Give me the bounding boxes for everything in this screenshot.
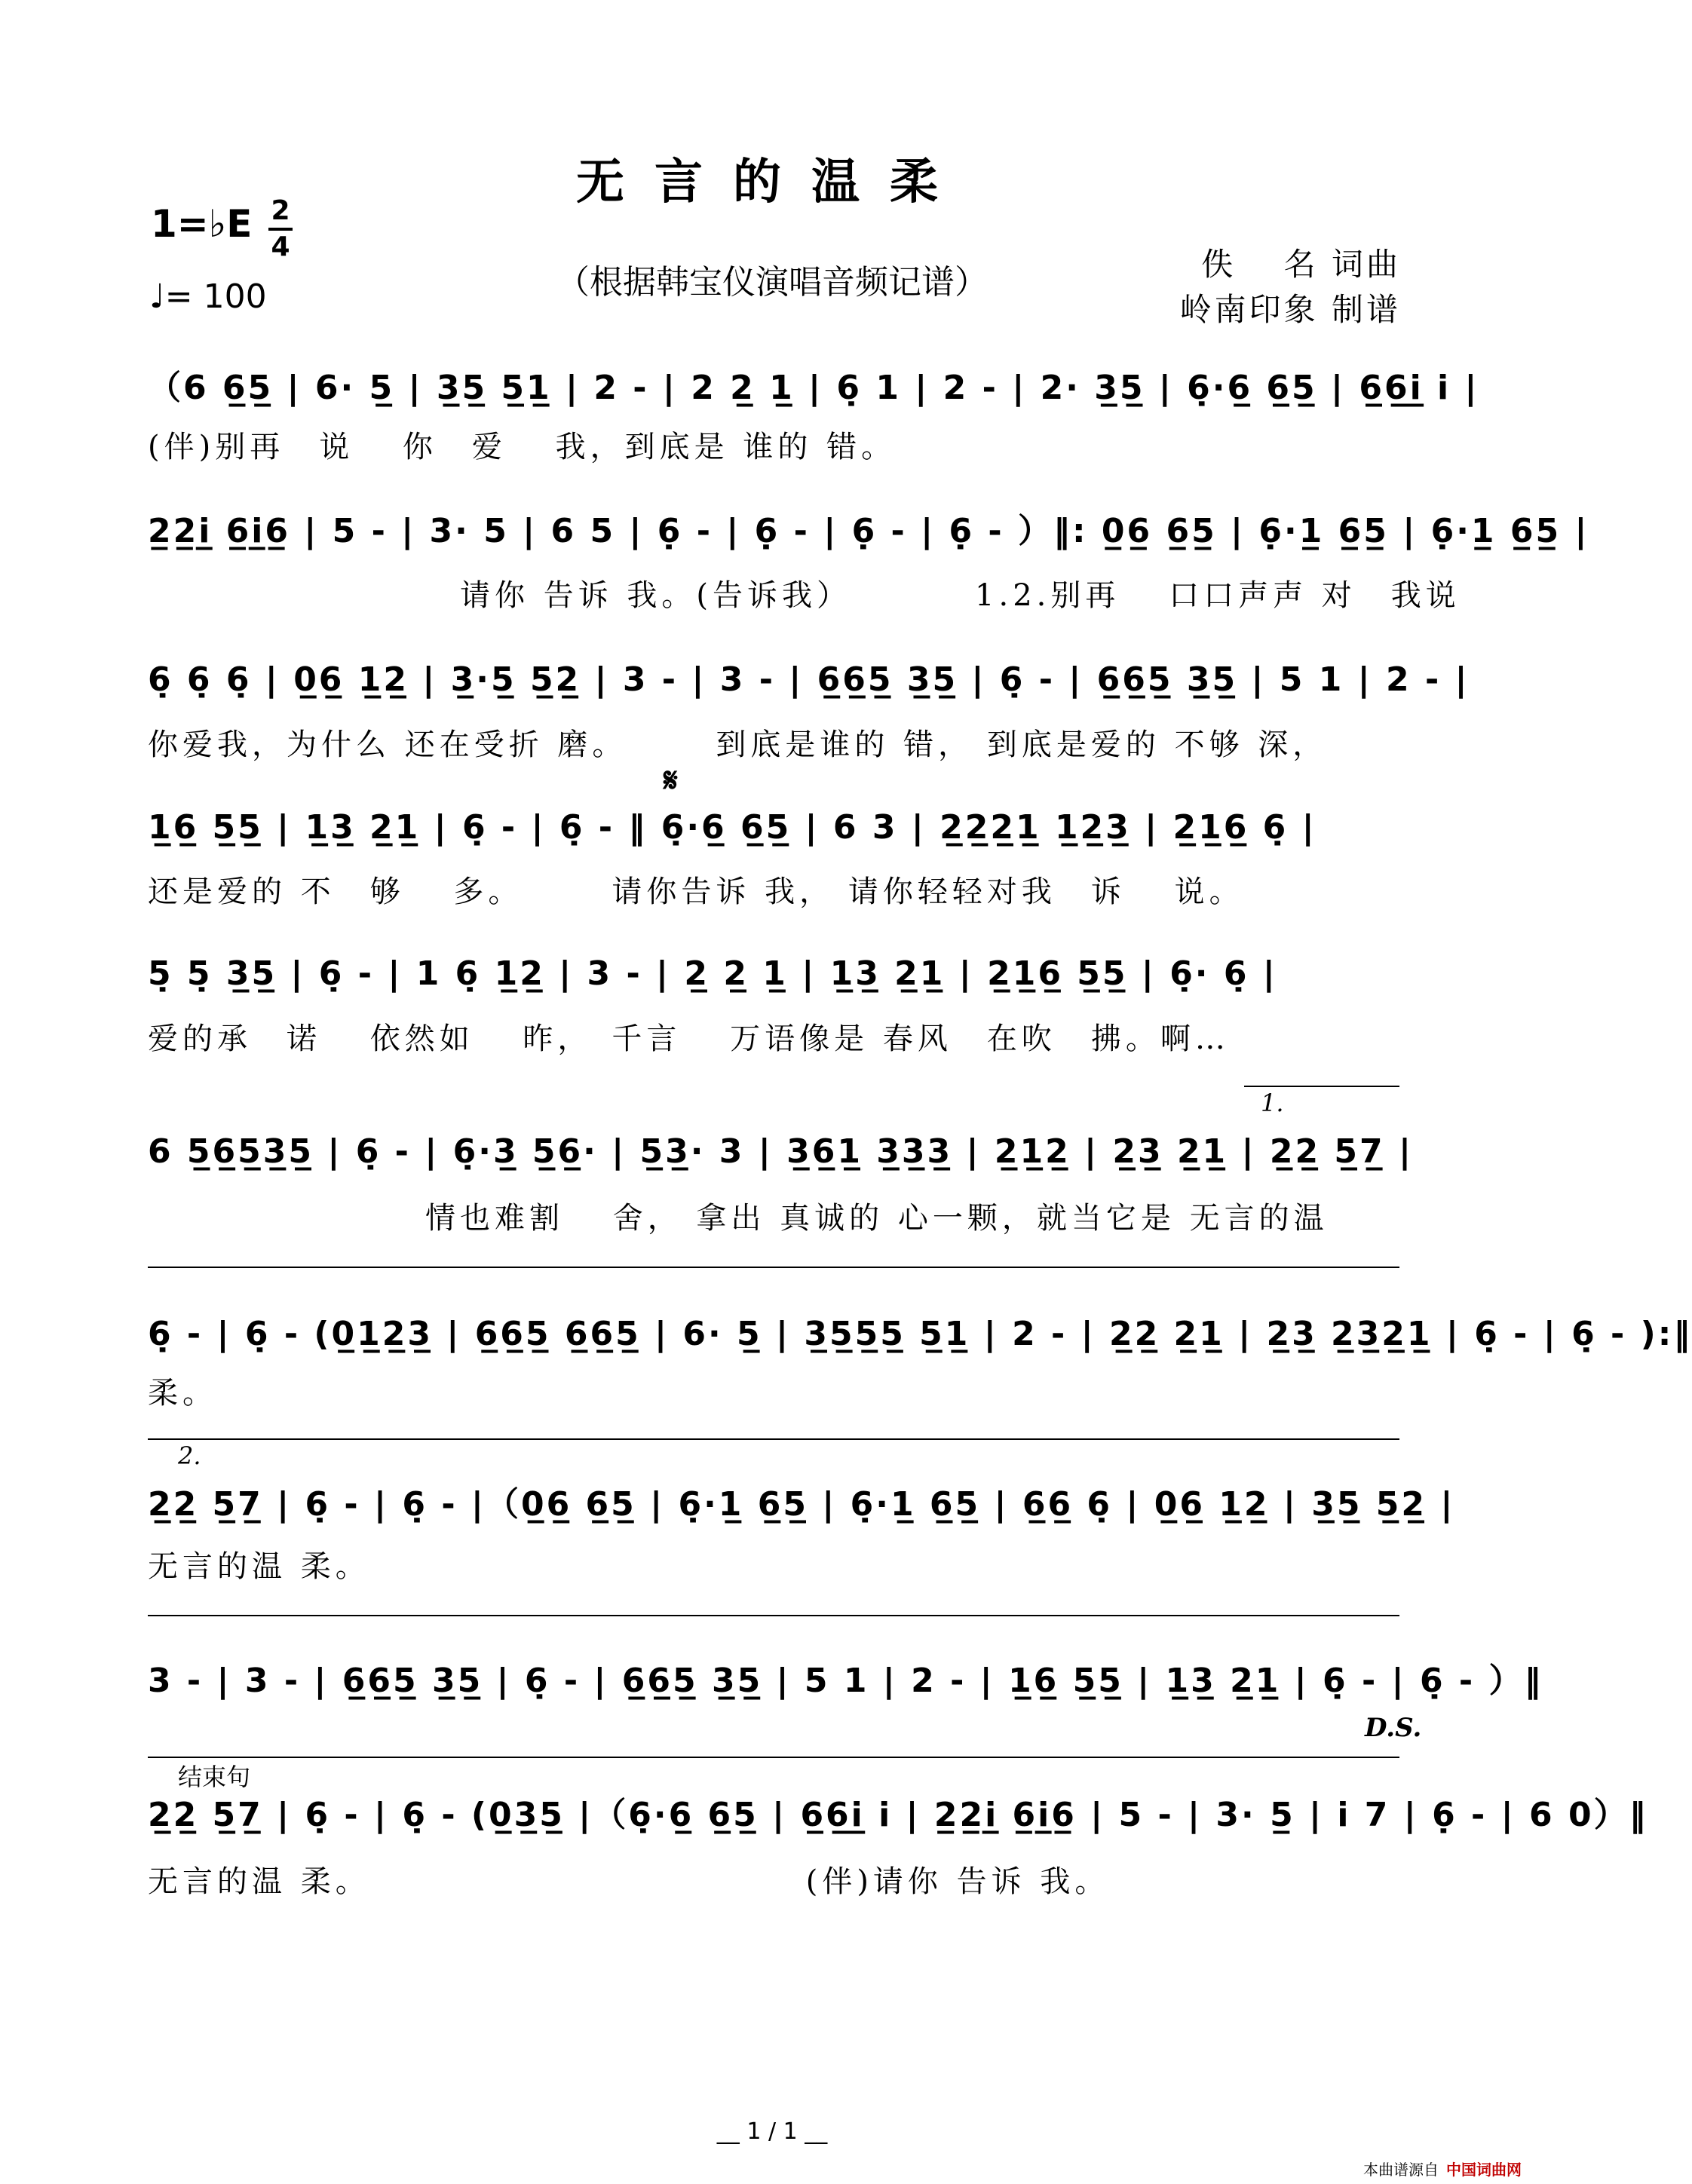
transcriber-credit: 岭南印象 制谱 — [1179, 291, 1401, 328]
time-signature-bottom: 4 — [271, 231, 290, 262]
notation-system-2: 2̲2̲i̲ 6̲i̲6̲ | 5 - | 3· 5 | 6 5 | 6̣ - | 6̣ - | 6̣ - | 6̣ - ）‖: 0̲6̲ 6̲5̲ | 6̣·1̲ 6̲5̲ | 6̣·1̲ 6̲5̲ | — [148, 512, 1589, 550]
notation-system-5: 5̣ 5̣ 3̲5̲ | 6̣ - | 1 6̣ 1̲2̲ | 3 - | 2̲ 2̲ 1̲ | 1̲3̲ 2̲1̲ | 2̲1̲6̲ 5̲5̲ | 6̣· 6̣ | — [148, 954, 1277, 993]
ending-bracket — [148, 1757, 1399, 1758]
notation-system-9: 3 - | 3 - | 6̲6̲5̲ 3̲5̲ | 6̣ - | 6̲6̲5̲ 3̲5̲ | 5 1 | 2 - | 1̲6̲ 5̲5̲ | 1̲3̲ 2̲1̲ | 6̣ - | 6̣ - ）‖ — [148, 1662, 1543, 1700]
page-number: __ 1 / 1 __ — [716, 2118, 828, 2145]
lyrics-line-7: 柔。 — [148, 1376, 217, 1411]
footer-brand-link[interactable]: 中国词曲网 — [1446, 2161, 1522, 2179]
lyrics-line-5: 爱的承 诺 依然如 昨， 千言 万语像是 春风 在吹 拂。啊… — [148, 1022, 1230, 1056]
ending-label: 结束句 — [178, 1763, 251, 1791]
lyrics-line-6: 情也难割 舍， 拿出 真诚的 心一颗，就当它是 无言的温 — [148, 1201, 1329, 1236]
key-signature: 1=♭E — [151, 202, 253, 246]
tempo-marking: ♩= 100 — [149, 277, 267, 316]
ds-marking: D.S. — [1365, 1713, 1422, 1743]
volta-1-bracket — [1244, 1086, 1399, 1087]
footer-source — [1363, 2158, 1522, 2179]
volta-1-label: 1. — [1261, 1089, 1284, 1117]
lyrics-line-4: 还是爱的 不 够 多。 请你告诉 我， 请你轻轻对我 诉 说。 — [148, 875, 1244, 909]
volta-2-label: 2. — [178, 1441, 201, 1470]
notation-system-7: 6̣ - | 6̣ - (0̲1̲2̲3̲ | 6̲6̲5̲ 6̲6̲5̲ | 6· 5̲ | 3̲5̲5̲5̲ 5̲1̲ | 2 - | 2̲2̲ 2̲1̲ | 2̲3̲ 2̲3̲2̲1̲ | 6̣ - | 6̣ - ):‖ — [148, 1315, 1692, 1353]
notation-system-1: （6 6̲5̲ | 6· 5̲ | 3̲5̲ 5̲1̲ | 2 - | 2 2̲ 1̲ | 6̣ 1 | 2 - | 2· 3̲5̲ | 6̣·6̲ 6̲5̲ | 6̲6̲i̲ i | — [148, 369, 1479, 407]
notation-system-4: 1̲6̲ 5̲5̲ | 1̲3̲ 2̲1̲ | 6̣ - | 6̣ - ‖ 6̣·6̲ 6̲5̲ | 6 3 | 2̲2̲2̲1̲ 1̲2̲3̲ | 2̲1̲6̲ 6̣ | — [148, 808, 1317, 847]
lyricist-composer-credit: 佚 名 词曲 — [1201, 246, 1401, 283]
segno-sign: 𝄋 — [664, 761, 678, 800]
system-9-top-rule — [148, 1615, 1399, 1616]
time-signature-top: 2 — [271, 195, 290, 226]
lyrics-line-8: 无言的温 柔。 — [148, 1549, 370, 1584]
time-signature — [268, 196, 293, 262]
notation-system-6: 6 5̲6̲5̲3̲5̲ | 6̣ - | 6̣·3̲ 5̲6̲· | 5̲3̲· 3 | 3̲6̲1̲ 3̲3̲3̲ | 2̲1̲2̲ | 2̲3̲ 2̲1̲ | 2̲2̲ 5̲7̲ | — [148, 1132, 1414, 1171]
volta-1-continuation-bracket — [148, 1267, 1399, 1268]
lyrics-line-10: 无言的温 柔。 (伴)请你 告诉 我。 — [148, 1864, 1110, 1899]
footer-source-label: 本曲谱源自 — [1363, 2161, 1439, 2179]
notation-system-8: 2̲2̲ 5̲7̲ | 6̣ - | 6̣ - |（0̲6̲ 6̲5̲ | 6̣·1̲ 6̲5̲ | 6̣·1̲ 6̲5̲ | 6̲6̲ 6̣ | 0̲6̲ 1̲2̲ | 3̲5̲ 5̲2̲ | — [148, 1485, 1455, 1524]
volta-2-bracket — [148, 1438, 1399, 1440]
subtitle: （根据韩宝仪演唱音频记谱） — [556, 263, 988, 302]
lyrics-line-3: 你爱我，为什么 还在受折 磨。 到底是谁的 错， 到底是爱的 不够 深， — [148, 727, 1328, 762]
notation-system-10: 2̲2̲ 5̲7̲ | 6̣ - | 6̣ - (0̲3̲5̲ |（6̣·6̲ 6̲5̲ | 6̲6̲i̲ i | 2̲2̲i̲ 6̲i̲6̲ | 5 - | 3· 5̲ | i 7 | 6̣ - | 6 0）‖ — [148, 1796, 1648, 1834]
lyrics-line-2: 请你 告诉 我。(告诉我） 1.2.别再 口口声声 对 我说 — [148, 578, 1461, 613]
song-title: 无言的温柔 — [576, 154, 968, 210]
lyrics-line-1: (伴)别再 说 你 爱 我，到底是 谁的 错。 — [148, 430, 897, 464]
notation-system-3: 6̣ 6̣ 6̣ | 0̲6̲ 1̲2̲ | 3̲·5̲ 5̲2̲ | 3 - | 3 - | 6̲6̲5̲ 3̲5̲ | 6̣ - | 6̲6̲5̲ 3̲5̲ | 5 1 | 2 - | — [148, 660, 1470, 699]
